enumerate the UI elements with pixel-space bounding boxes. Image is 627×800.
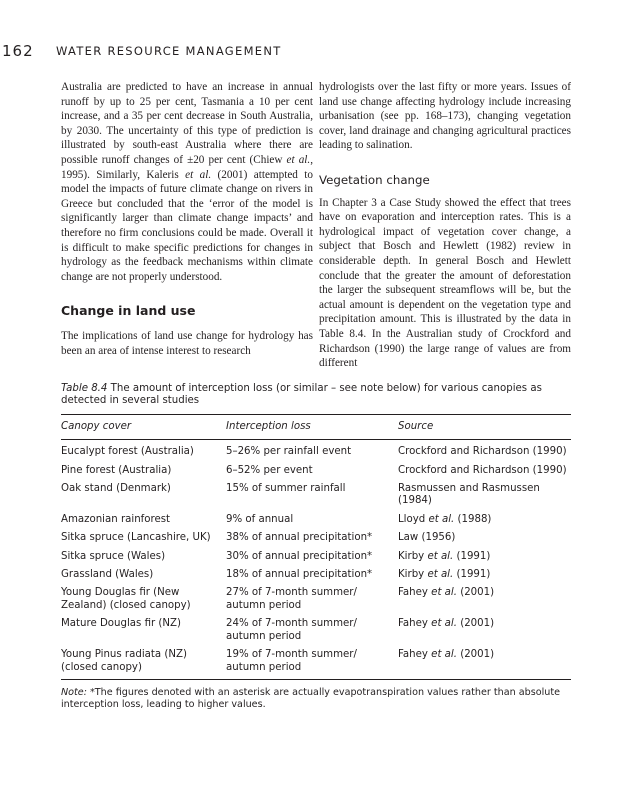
cell-interception-loss: 30% of annual precipitation*: [226, 550, 373, 562]
table-row: [61, 508, 571, 526]
text-span: Australia are predicted to have an increase in annual runoff by up to 25 per cent, Tasmania a 10 per cent increase, and a 35 per cent decrease in South Australia, by 2030. The uncertainty of this type of prediction is illustrated by south-east Australia where there are possible runoff changes of ±20 per cent (Chiew: [61, 81, 313, 166]
cell-interception-loss: 38% of annual precipitation*: [226, 532, 373, 544]
cell-source: [398, 545, 571, 563]
cell-source: [398, 440, 571, 459]
source-author: Kirby: [398, 550, 428, 562]
cell-source: [398, 563, 571, 581]
source-year: (1991): [453, 550, 491, 562]
table-row: [61, 545, 571, 563]
source-year: (2001): [456, 649, 495, 661]
table-note-label: Note:: [61, 686, 87, 698]
cell-interception-loss: 6–52% per event: [226, 464, 313, 476]
source-et-al: et al.: [427, 550, 454, 562]
section-heading-land-use: Change in land use: [61, 303, 196, 319]
source-et-al: et al.: [427, 569, 454, 581]
source-et-al: et al.: [431, 587, 457, 599]
cell-interception-loss: 24% of 7-month summer/ autumn period: [226, 618, 357, 642]
cell-source: [398, 477, 571, 508]
cell-canopy-cover: Oak stand (Denmark): [61, 483, 171, 495]
source-author: Crockford and Richardson (1990): [398, 464, 567, 476]
table-row: [61, 612, 571, 643]
cell-interception-loss: 5–26% per rainfall event: [226, 446, 352, 458]
cell-source: [398, 526, 571, 544]
cell-source: [398, 612, 571, 643]
table-row: [61, 459, 571, 477]
source-et-al: et al.: [431, 618, 457, 630]
cell-canopy-cover: Mature Douglas fir (NZ): [61, 618, 181, 630]
left-column: [61, 80, 313, 358]
source-year: (2001): [456, 587, 495, 599]
cell-source: [398, 581, 571, 612]
left-paragraph-1: [61, 80, 313, 284]
cell-interception-loss: 19% of 7-month summer/ autumn period: [226, 649, 357, 673]
cell-canopy-cover: Eucalypt forest (Australia): [61, 446, 194, 458]
cell-canopy-cover: Young Pinus radiata (NZ) (closed canopy): [61, 649, 187, 673]
source-author: Fahey: [398, 618, 432, 630]
source-year: (1988): [454, 513, 492, 525]
source-author: Crockford and Richardson (1990): [398, 446, 567, 458]
source-et-al: et al.: [428, 513, 455, 525]
table-caption-label: Table 8.4: [61, 383, 108, 394]
source-author: Kirby: [398, 569, 428, 581]
source-author: Law (1956): [398, 532, 456, 544]
table-body: [61, 440, 571, 680]
cell-canopy-cover: Young Douglas fir (New Zealand) (closed canopy): [61, 587, 191, 611]
cell-interception-loss: 9% of annual: [226, 513, 294, 525]
right-paragraph-2: In Chapter 3 a Case Study showed the effect that trees have on evaporation and interception rates. This is a hydrological impact of vegetation cover change, a subject that Bosch and Hewlett (1982) review in considerable depth. In general Bosch and Hewlett conclude that the greater the amount of deforestation the larger the subsequent streamflows will be, but the actual amount is dependent on the vegetation type and precipitation amount. This is illustrated by the data in Table 8.4. In the Australian study of Crockford and Richardson (1990) the large range of values are from different: [319, 196, 571, 370]
table-row: [61, 581, 571, 612]
header-canopy-cover: Canopy cover: [61, 420, 132, 432]
cell-interception-loss: 15% of summer rainfall: [226, 483, 346, 495]
table-row: [61, 477, 571, 508]
table-caption: [61, 383, 571, 408]
source-author: Lloyd: [398, 513, 429, 525]
source-et-al: et al.: [431, 649, 457, 661]
table-row: [61, 643, 571, 679]
cell-source: [398, 643, 571, 679]
table-note-text: *The figures denoted with an asterisk are actually evapotranspiration values rather than absolute interception loss, leading to higher values.: [61, 686, 560, 710]
text-span: (2001) attempted to model the impacts of future climate change on rivers in Greece but concluded that the ‘error of the model is significantly larger than climate change impacts’ and therefore no firm conclusions could be made. Overall it is difficult to make specific predictions for changes in hydrology as the feedback mechanisms within climate change are not properly understood.: [61, 168, 313, 283]
table-note: [61, 687, 571, 711]
interception-table: [61, 414, 571, 680]
source-year: (1991): [453, 569, 491, 581]
table-row: [61, 440, 571, 459]
source-author: Fahey: [398, 587, 432, 599]
right-column: [319, 80, 571, 371]
cell-canopy-cover: Grassland (Wales): [61, 569, 154, 581]
cell-canopy-cover: Sitka spruce (Wales): [61, 550, 166, 562]
et-al: et al.: [185, 168, 212, 181]
left-paragraph-2: The implications of land use change for hydrology has been an area of intense interest to research: [61, 329, 313, 357]
table-header-row: [61, 414, 571, 439]
cell-canopy-cover: Pine forest (Australia): [61, 464, 172, 476]
table-row: [61, 563, 571, 581]
running-title: WATER RESOURCE MANAGEMENT: [56, 44, 282, 58]
cell-interception-loss: 18% of annual precipitation*: [226, 569, 373, 581]
table-row: [61, 526, 571, 544]
cell-source: [398, 459, 571, 477]
source-year: (2001): [456, 618, 495, 630]
cell-canopy-cover: Amazonian rainforest: [61, 513, 171, 525]
right-paragraph-1: hydrologists over the last fifty or more years. Issues of land use change affecting hydrology include increasing urbanisation (see pp. 168–173), changing vegetation cover, land drainage and changing agricultural practices leading to salination.: [319, 81, 571, 152]
section-heading-vegetation-change: Vegetation change: [319, 172, 430, 187]
cell-source: [398, 508, 571, 526]
source-author: Rasmussen and Rasmussen (1984): [398, 483, 540, 507]
header-interception-loss: Interception loss: [226, 420, 311, 432]
table-caption-text: The amount of interception loss (or similar – see note below) for various canopies as detected in several studies: [61, 383, 542, 407]
text-span: , 1995). Similarly, Kaleris: [61, 153, 313, 181]
cell-canopy-cover: Sitka spruce (Lancashire, UK): [61, 532, 211, 544]
header-source: Source: [398, 420, 434, 432]
cell-interception-loss: 27% of 7-month summer/ autumn period: [226, 587, 357, 611]
table-8-4: [61, 383, 571, 721]
page-number: 162: [2, 42, 34, 60]
et-al: et al.: [286, 153, 311, 166]
running-head: [0, 42, 627, 62]
source-author: Fahey: [398, 649, 432, 661]
